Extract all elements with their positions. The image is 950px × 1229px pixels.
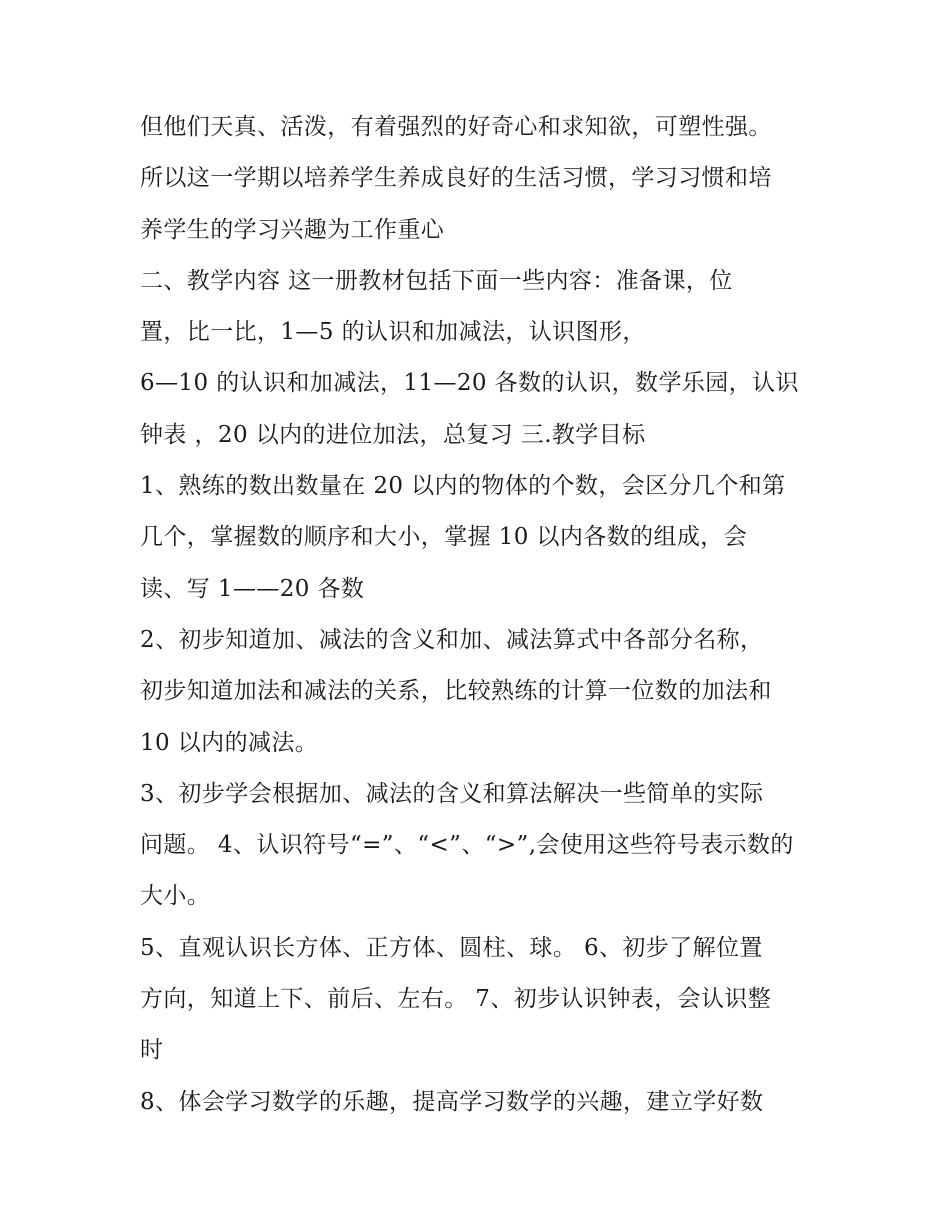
list-item-line: 2、初步知道加、减法的含义和加、减法算式中各部分名称， (140, 626, 764, 653)
list-item-line: 5、直观认识长方体、正方体、圆柱、球。 6、初步了解位置 (140, 934, 763, 961)
text-line: 置，比一比，1—5 的认识和加减法，认识图形， (140, 319, 646, 346)
text-line: 时 (140, 1037, 164, 1064)
text-line: 读、写 1——20 各数 (140, 575, 365, 602)
text-line: 初步知道加法和减法的关系，比较熟练的计算一位数的加法和 (140, 678, 772, 705)
text-line: 所以这一学期以培养学生养成良好的生活习惯，学习习惯和培 (140, 165, 772, 192)
text-line: 6—10 的认识和加减法，11—20 各数的认识，数学乐园，认识 (140, 370, 799, 397)
list-item-line: 3、初步学会根据加、减法的含义和算法解决一些简单的实际 (140, 780, 764, 807)
document-body (140, 102, 830, 1128)
text-line: 钟表 ，20 以内的进位加法，总复习 三.教学目标 (140, 421, 646, 448)
text-line: 大小。 (140, 883, 211, 910)
text-line: 养学生的学习兴趣为工作重心 (140, 216, 445, 243)
text-line: 10 以内的减法。 (140, 729, 319, 756)
text-line: 问题。 4、认识符号“=”、“<”、“>”,会使用这些符号表示数的 (140, 832, 794, 859)
text-line: 但他们天真、活泼，有着强烈的好奇心和求知欲，可塑性强。 (140, 114, 772, 140)
section-heading-line: 二、教学内容 这一册教材包括下面一些内容：准备课，位 (140, 267, 733, 294)
text-line: 方向，知道上下、前后、左右。 7、初步认识钟表，会认识整 (140, 986, 772, 1013)
list-item-line: 8、体会学习数学的乐趣，提高学习数学的兴趣，建立学好数 (140, 1088, 764, 1115)
text-line: 几个，掌握数的顺序和大小，掌握 10 以内各数的组成，会 (140, 524, 748, 551)
list-item-line: 1、熟练的数出数量在 20 以内的物体的个数，会区分几个和第 (140, 473, 786, 500)
